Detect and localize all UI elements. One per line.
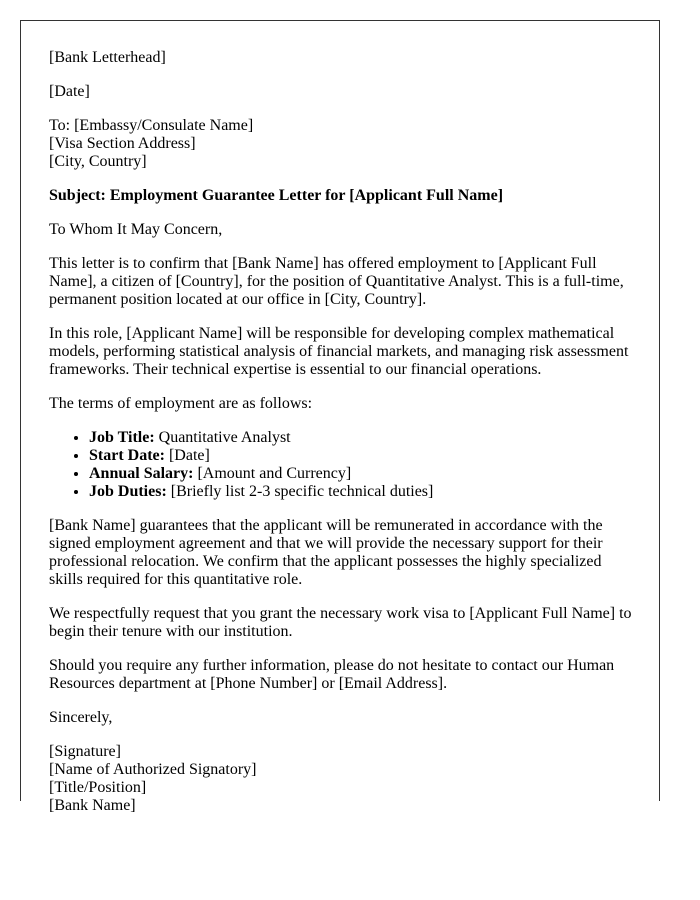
letter-date: [Date] [49, 83, 90, 100]
signature-line: [Signature] [49, 743, 121, 760]
term-label: Job Title: [89, 429, 155, 446]
letter-page [20, 20, 660, 814]
recipient-line-2: [Visa Section Address] [49, 135, 196, 152]
closing: Sincerely, [49, 709, 113, 726]
salutation: To Whom It May Concern, [49, 221, 223, 238]
letterhead: [Bank Letterhead] [49, 49, 166, 66]
term-value: Quantitative Analyst [154, 429, 291, 446]
term-label: Start Date: [89, 447, 165, 464]
term-item-annual-salary [89, 465, 634, 483]
paragraph-visa-request: We respectfully request that you grant the necessary work visa to [Applicant Full Name] to begin their tenure with our institution. [49, 605, 632, 640]
terms-intro: The terms of employment are as follows: [49, 395, 313, 412]
term-value: [Briefly list 2-3 specific technical duties] [166, 483, 434, 500]
recipient-line-1: To: [Embassy/Consulate Name] [49, 117, 254, 134]
subject-line: Subject: Employment Guarantee Letter for [Applicant Full Name] [49, 187, 504, 204]
recipient-line-3: [City, Country] [49, 153, 147, 170]
term-label: Annual Salary: [89, 465, 194, 482]
term-value: [Date] [164, 447, 210, 464]
term-label: Job Duties: [89, 483, 167, 500]
letter-content [49, 49, 634, 815]
paragraph-offer: This letter is to confirm that [Bank Name] has offered employment to [Applicant Full Name], a citizen of [Country], for the position of Quantitative Analyst. This is a full-time, permanent position located at our office in [City, Country]. [49, 255, 624, 308]
signature-block [49, 743, 634, 815]
term-item-job-title [89, 429, 634, 447]
paragraph-guarantee: [Bank Name] guarantees that the applicant will be remunerated in accordance with the signed employment agreement and that we will provide the necessary support for their professional relocation. We confirm that the applicant possesses the highly specialized skills required for this quantitative role. [49, 517, 603, 588]
terms-list [49, 429, 634, 501]
paragraph-role: In this role, [Applicant Name] will be responsible for developing complex mathematical models, performing statistical analysis of financial markets, and managing risk assessment frameworks. Their technical expertise is essential to our financial operations. [49, 325, 629, 378]
paragraph-contact: Should you require any further information, please do not hesitate to contact our Human Resources department at [Phone Number] or [Email Address]. [49, 657, 615, 692]
signatory-bank: [Bank Name] [49, 797, 136, 814]
term-value: [Amount and Currency] [193, 465, 352, 482]
signatory-title: [Title/Position] [49, 779, 147, 796]
recipient-address [49, 117, 634, 171]
term-item-job-duties [89, 483, 634, 501]
signatory-name: [Name of Authorized Signatory] [49, 761, 257, 778]
term-item-start-date [89, 447, 634, 465]
